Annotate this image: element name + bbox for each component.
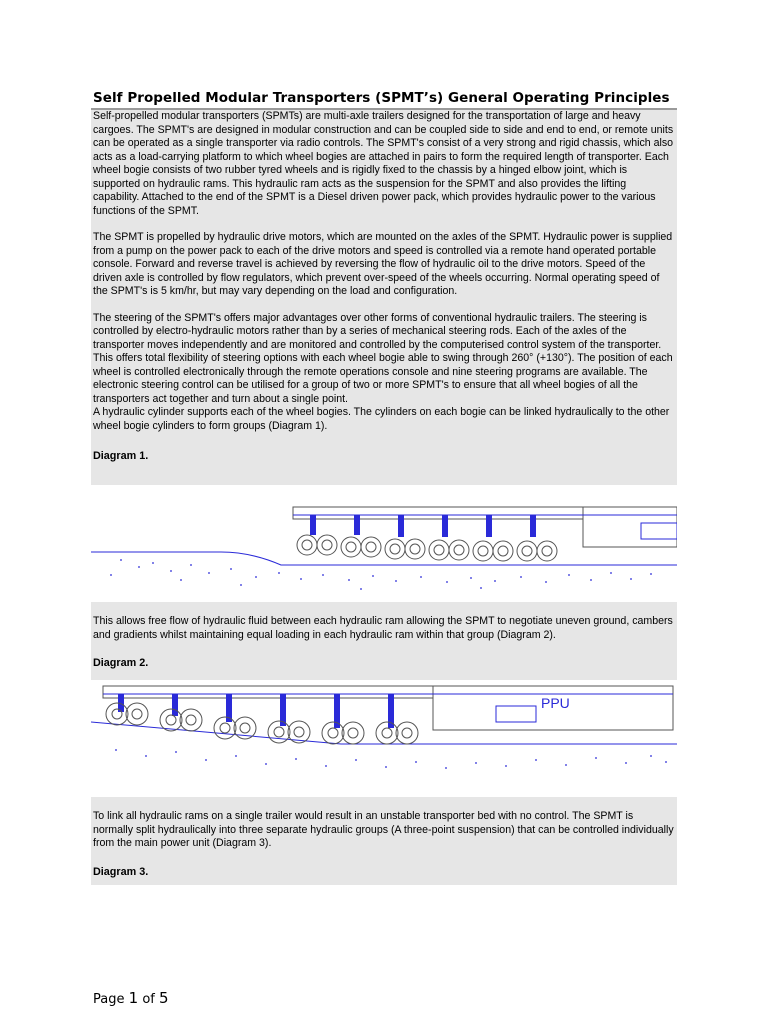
page-title: Self Propelled Modular Transporters (SPMT’s) General Operating Principles (93, 90, 670, 106)
paragraph-three-point: To link all hydraulic rams on a single trailer would result in an unstable transporter bed with no control. The SPMT is normally split hydraulically into three separate hydraulic groups (A three-point suspension) that can be controlled individually from the main power unit (Diagram 3). (93, 810, 674, 849)
ppu-label: PPU (541, 695, 570, 711)
of-word: of (142, 992, 155, 1007)
text-block-3 (91, 797, 677, 885)
text-block-2 (91, 602, 677, 680)
paragraph-free-flow: This allows free flow of hydraulic fluid between each hydraulic ram allowing the SPMT to negotiate uneven ground, cambers and gradients whilst maintaining equal loading in each hydraulic ram within that group (Diagram 2). (93, 615, 673, 641)
document-body (91, 110, 677, 885)
current-page-number: 1 (128, 989, 139, 1007)
diagram-2-figure (91, 680, 677, 797)
diagram-1-figure (91, 485, 677, 602)
diagram-3-heading: Diagram 3. (93, 865, 149, 878)
page-word: Page (93, 992, 125, 1007)
paragraph-intro: Self-propelled modular transporters (SPMTs) are multi-axle trailers designed for the transportation of large and heavy cargoes. The SPMT's are designed in modular construction and can be coupled side to side and end to end, or remote units can be operated as a single transporter via radio controls. The SPMT's consist of a very strong and rigid chassis, which also acts as a load-carrying platform to which wheel bogies are attached in pairs to form the required length of transporter. Each wheel bogie consists of two rubber tyred wheels and is rigidly fixed to the chassis by a hinged elbow joint, which is supported on hydraulic rams. This hydraulic ram acts as the suspension for the SPMT and also provides the lifting capability. Attached to the end of the SPMT is a Diesel driven power pack, which provides hydraulic power to the various functions of the SPMT. (93, 110, 674, 217)
paragraph-propulsion: The SPMT is propelled by hydraulic drive motors, which are mounted on the axles of the SPMT. Hydraulic power is supplied from a pump on the power pack to each of the drive motors and speed is controlled via a remote hand operated portable console. Forward and reverse travel is achieved by reversing the flow of hydraulic oil to the drive motors. Speed of the driven axle is controlled by flow regulators, which prevent over-speed of the wheels occurring. Normal operating speed of the SPMT's is 5 km/hr, but may vary depending on the load and configuration. (93, 231, 673, 297)
paragraph-cylinders: A hydraulic cylinder supports each of the wheel bogies. The cylinders on each bogie can be linked hydraulically to the other wheel bogie cylinders to form groups (Diagram 1). (93, 406, 670, 432)
text-block-1 (91, 110, 677, 485)
diagram-2-illustration (91, 680, 677, 797)
diagram-1-illustration (91, 485, 677, 602)
paragraph-steering: The steering of the SPMT's offers major advantages over other forms of conventional hydraulic trailers. The steering is controlled by electro-hydraulic motors rather than by a series of mechanical steering rods. Each of the axles of the transporter moves independently and are monitored and controlled by the computerised control system of the transporter. This offers total flexibility of steering options with each wheel bogie able to swing through 260° (+130°). The position of each wheel is controlled electronically through the remote operations console and nine steering programs are available. The electronic steering control can be utilised for a group of two or more SPMT's to ensure that all wheel bogies of all the transporters act together and turn about a single point. (93, 311, 673, 405)
total-page-count: 5 (158, 989, 169, 1007)
diagram-1-heading: Diagram 1. (93, 450, 149, 462)
diagram-2-heading: Diagram 2. (93, 657, 149, 669)
page-footer (93, 989, 169, 1007)
